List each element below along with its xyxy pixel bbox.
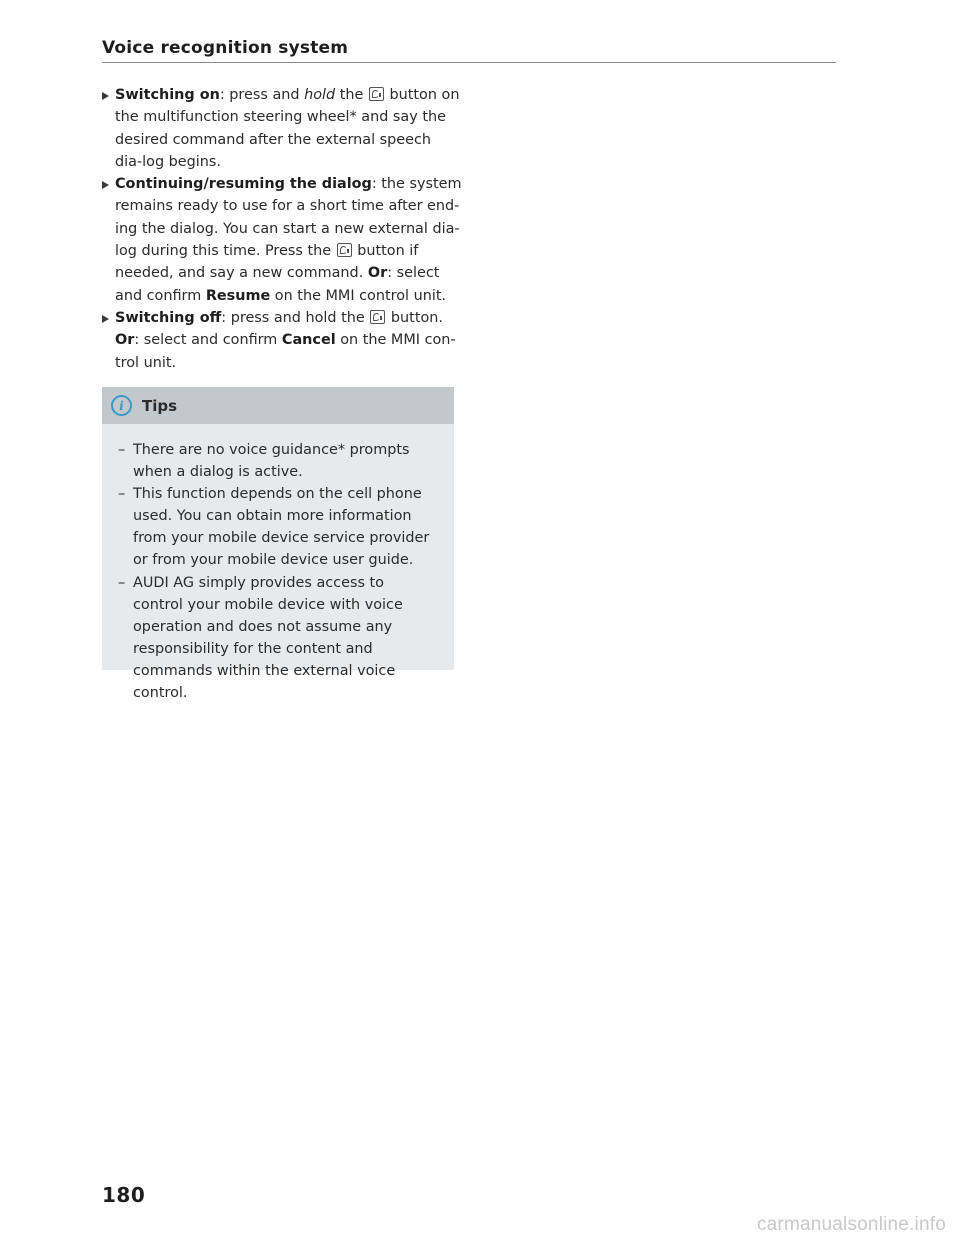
section-title: Voice recognition system <box>102 38 349 58</box>
voice-control-button-icon <box>370 310 385 324</box>
triangle-right-icon <box>102 92 109 100</box>
step-switching-off: Switching off: press and hold the button. Or: select and confirm Cancel on the MMI con-trol unit. <box>102 307 462 374</box>
step-switching-on: Switching on: press and hold the button on the multifunction steering wheel* and say the desired command after the external speech dia-log begins. <box>102 84 462 173</box>
instruction-steps <box>102 84 462 374</box>
watermark: carmanualsonline.info <box>756 1214 946 1235</box>
page-header <box>102 38 836 63</box>
tips-box <box>102 387 454 702</box>
triangle-right-icon <box>102 315 109 323</box>
tips-title: Tips <box>142 396 178 415</box>
info-icon: i <box>111 395 132 416</box>
tips-list <box>102 424 454 704</box>
list-item: – AUDI AG simply provides access to control your mobile device with voice operation and does not assume any responsibility for the content and commands within the external voice control. <box>118 574 403 702</box>
list-item: – There are no voice guidance* prompts when a dialog is active. <box>118 442 410 481</box>
tips-header <box>102 387 454 424</box>
list-item: – This function depends on the cell phone used. You can obtain more information from your mobile device service provider or from your mobile device user guide. <box>118 486 430 569</box>
page-number: 180 <box>102 1183 146 1207</box>
triangle-right-icon <box>102 181 109 189</box>
step-continuing-dialog: Continuing/resuming the dialog: the system remains ready to use for a short time after end-ing the dialog. You can start a new external dia-log during this time. Press the button if needed, and say a new command. Or: select and confirm Resume on the MMI control unit. <box>102 173 462 307</box>
voice-control-button-icon <box>369 87 384 101</box>
voice-control-button-icon <box>337 243 352 257</box>
